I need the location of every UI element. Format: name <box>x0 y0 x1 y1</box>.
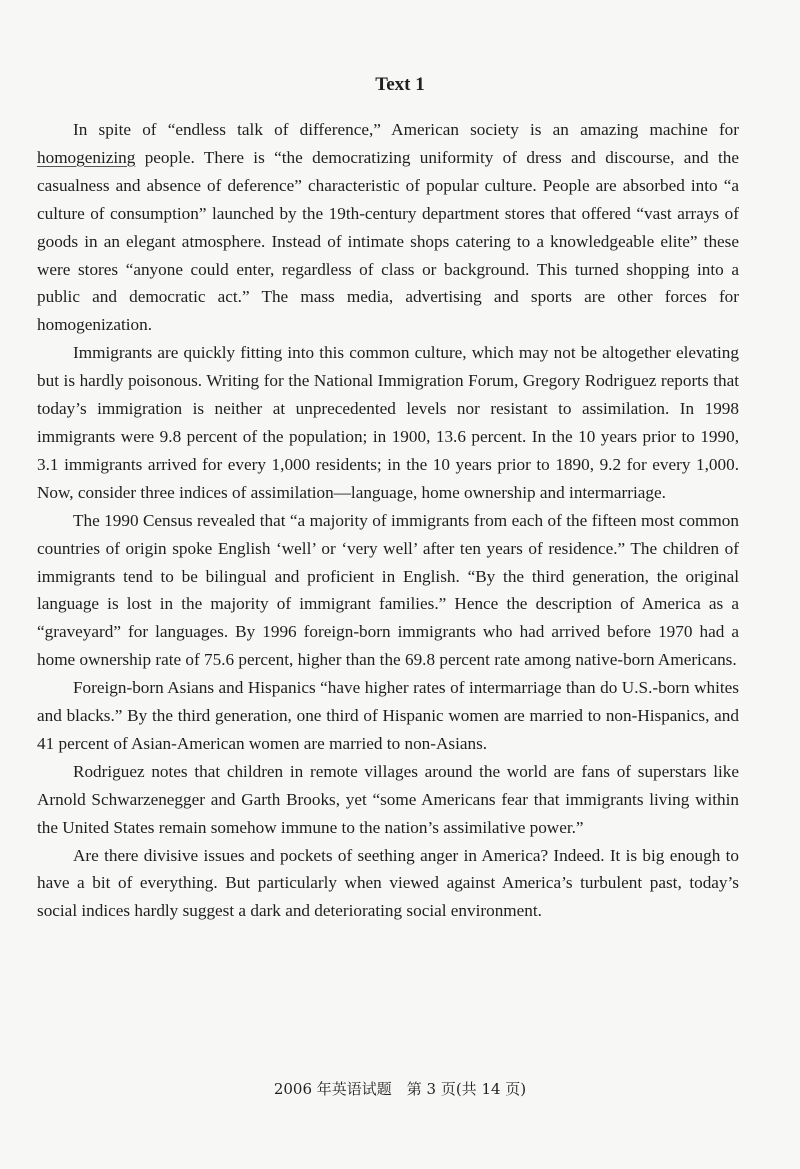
paragraph-6: Are there divisive issues and pockets of seething anger in America? Indeed. It is big enough to have a bit of everything. But particularly when viewed against America’s turbulent past, today’s social indices hardly suggest a dark and deteriorating social environment. <box>37 845 739 921</box>
passage <box>37 116 739 925</box>
paragraph-1 <box>37 116 739 339</box>
paragraph-1-end: people. There is “the democratizing uniformity of dress and discourse, and the casualness and absence of deference” characteristic of popular culture. People are absorbed into “a culture of consumption” launched by the 19th-century department stores that offered “vast arrays of goods in an elegant atmosphere. Instead of intimate shops catering to a knowledgeable elite” these were stores “anyone could enter, regardless of class or background. This turned shopping into a public and democratic act.” The mass media, advertising and sports are other forces for homogenization. <box>37 147 739 335</box>
paragraph-4: Foreign-born Asians and Hispanics “have higher rates of intermarriage than do U.S.-born whites and blacks.” By the third generation, one third of Hispanic women are married to non-Hispanics, and 41 percent of Asian-American women are married to non-Asians. <box>37 678 739 753</box>
underlined-word: homogenizing <box>37 147 136 167</box>
text-title: Text 1 <box>375 74 425 95</box>
page-footer: 2006 年英语试题 第 3 页(共 14 页) <box>273 1080 527 1098</box>
paragraph-5: Rodriguez notes that children in remote villages around the world are fans of superstars like Arnold Schwarzenegger and Garth Brooks, yet “some Americans fear that immigrants living within the United States remain somehow immune to the nation’s assimilative power.” <box>37 761 739 837</box>
paragraph-2: Immigrants are quickly fitting into this common culture, which may not be altogether elevating but is hardly poisonous. Writing for the National Immigration Forum, Gregory Rodriguez reports that today’s immigration is neither at unprecedented levels nor resistant to assimilation. In 1998 immigrants were 9.8 percent of the population; in 1900, 13.6 percent. In the 10 years prior to 1990, 3.1 immigrants arrived for every 1,000 residents; in the 10 years prior to 1890, 9.2 for every 1,000. Now, consider three indices of assimilation—language, home ownership and intermarriage. <box>37 343 739 502</box>
paragraph-1-start: In spite of “endless talk of difference,” American society is an amazing machine for <box>73 120 739 139</box>
paragraph-3: The 1990 Census revealed that “a majority of immigrants from each of the fifteen most common countries of origin spoke English ‘well’ or ‘very well’ after ten years of residence.” The children of immigrants tend to be bilingual and proficient in English. “By the third generation, the original language is lost in the majority of immigrant families.” Hence the description of America as a “graveyard” for languages. By 1996 foreign-born immigrants who had arrived before 1970 had a home ownership rate of 75.6 percent, higher than the 69.8 percent rate among native-born Americans. <box>37 510 739 670</box>
